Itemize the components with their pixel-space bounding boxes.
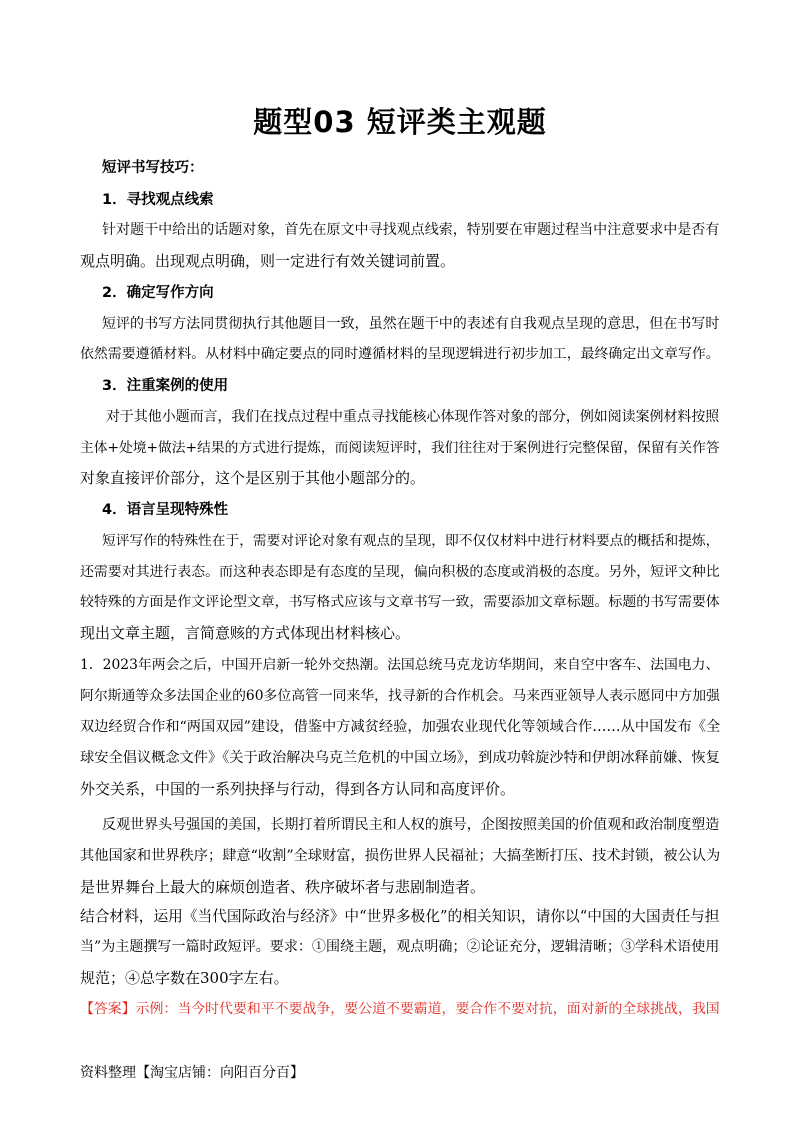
section-1-heading: 1．寻找观点线索 [102, 192, 214, 208]
section-3-line: 对象直接评价部分，这个是区别于其他小题部分的。 [80, 469, 426, 487]
question-prompt-line: 结合材料，运用《当代国际政治与经济》中“世界多极化”的相关知识，请你以“中国的大国责任与担 [80, 908, 720, 925]
question-material-line: 球安全倡议概念文件》《关于政治解决乌克兰危机的中国立场》，到成功斡旋沙特和伊朗冰释前嫌、恢复 [80, 750, 720, 766]
question-material-line: 反观世界头号强国的美国，长期打着所谓民主和人权的旗号，企图按照美国的价值观和政治制度塑造 [102, 817, 720, 833]
section-2-heading: 2．确定写作方向 [102, 285, 214, 301]
section-4-line: 短评写作的特殊性在于，需要对评论对象有观点的呈现，即不仅仅材料中进行材料要点的概括和提炼， [102, 533, 720, 549]
answer-line: 【答案】示例：当今时代要和平不要战争，要公道不要霸道，要合作不要对抗，面对新的全球挑战，我国 [80, 1001, 720, 1017]
tips-heading: 短评书写技巧： [102, 160, 204, 176]
section-2-line: 依然需要遵循材料。从材料中确定要点的同时遵循材料的呈现逻辑进行初步加工，最终确定出文章写作。 [80, 346, 720, 362]
section-4-line: 现出文章主题，言简意赅的方式体现出材料核心。 [80, 624, 411, 642]
question-material-line: 外交关系，中国的一系列抉择与行动，得到各方认同和高度评价。 [80, 780, 516, 798]
question-material-line: 阿尔斯通等众多法国企业的60多位高管一同来华，找寻新的合作机会。马来西亚领导人表示愿同中方加强 [80, 688, 720, 704]
footer-source: 资料整理【淘宝店铺：向阳百分百】 [80, 1065, 304, 1081]
question-material-line: 其他国家和世界秩序；肆意“收割”全球财富，损伤世界人民福祉；大搞垄断打压、技术封锁，被公认为 [80, 848, 721, 864]
question-prompt-line: 规范；④总字数在300字左右。 [80, 969, 289, 987]
question-material-line: 是世界舞台上最大的麻烦创造者、秩序破坏者与悲剧制造者。 [80, 878, 486, 896]
question-material-line: 双边经贸合作和“两国双园”建设，借鉴中方减贫经验，加强农业现代化等领域合作……从中国发布《全 [80, 719, 721, 735]
section-4-line: 较特殊的方面是作文评论型文章，书写格式应该与文章书写一致，需要添加文章标题。标题的书写需要体 [80, 594, 720, 610]
section-2-line: 短评的书写方法同贯彻执行其他题目一致，虽然在题干中的表述有自我观点呈现的意思，但在书写时 [102, 316, 720, 332]
section-3-heading: 3．注重案例的使用 [102, 378, 229, 394]
section-1-line: 观点明确。出现观点明确，则一定进行有效关键词前置。 [80, 252, 456, 270]
section-3-line: 对于其他小题而言，我们在找点过程中重点寻找能核心体现作答对象的部分，例如阅读案例材料按照 [106, 409, 720, 425]
question-material-line: 1．2023年两会之后，中国开启新一轮外交热潮。法国总统马克龙访华期间，来自空中客车、法国电力、 [80, 657, 720, 673]
section-3-line: 主体+处境+做法+结果的方式进行提炼，而阅读短评时，我们往往对于案例进行完整保留，保留有关作答 [80, 440, 720, 456]
section-4-line: 还需要对其进行表态。而这种表态即是有态度的呈现，偏向积极的态度或消极的态度。另外，短评文种比 [80, 564, 720, 580]
section-4-heading: 4．语言呈现特殊性 [102, 502, 229, 518]
page-title: 题型03 短评类主观题 [253, 105, 547, 139]
section-1-line: 针对题干中给出的话题对象，首先在原文中寻找观点线索，特别要在审题过程当中注意要求中是否有 [102, 222, 720, 238]
question-prompt-line: 当”为主题撰写一篇时政短评。要求：①围绕主题，观点明确；②论证充分，逻辑清晰；③学科术语使用 [80, 939, 720, 955]
